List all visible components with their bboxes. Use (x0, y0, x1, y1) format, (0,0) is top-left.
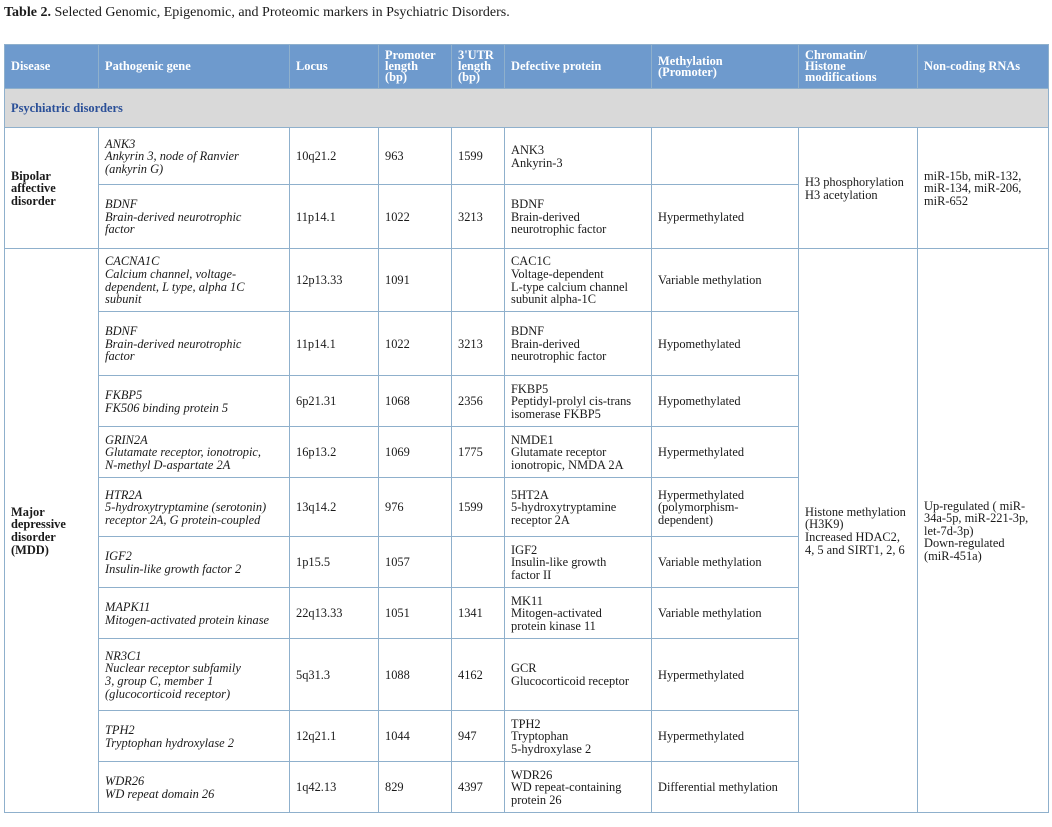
disease-cell: Major depressive disorder (MDD) (5, 249, 99, 813)
promoter-length-cell: 1068 (379, 376, 452, 427)
protein-cell: FKBP5 Peptidyl-prolyl cis-trans isomerase FKBP5 (505, 376, 652, 427)
section-title: Psychiatric disorders (5, 89, 1049, 128)
protein-cell: MK11 Mitogen-activated protein kinase 11 (505, 588, 652, 639)
promoter-length-cell: 1022 (379, 185, 452, 249)
utr-length-cell (452, 537, 505, 588)
caption-label: Table 2. (4, 5, 51, 20)
locus-cell: 16p13.2 (290, 427, 379, 478)
gene-cell: NR3C1 Nuclear receptor subfamily 3, group C, member 1 (glucocorticoid receptor) (99, 639, 290, 711)
methylation-cell: Variable methylation (652, 249, 799, 312)
section-row (5, 89, 1049, 128)
methylation-cell: Variable methylation (652, 588, 799, 639)
utr-length-cell: 4162 (452, 639, 505, 711)
protein-cell: BDNF Brain-derived neurotrophic factor (505, 312, 652, 376)
gene-cell: ANK3 Ankyrin 3, node of Ranvier (ankyrin G) (99, 128, 290, 185)
col-pathogenic-gene: Pathogenic gene (99, 45, 290, 89)
col-disease: Disease (5, 45, 99, 89)
col-locus: Locus (290, 45, 379, 89)
methylation-cell: Hypermethylated (652, 639, 799, 711)
gene-cell: GRIN2A Glutamate receptor, ionotropic, N-methyl D-aspartate 2A (99, 427, 290, 478)
chromatin-cell: H3 phosphorylation H3 acetylation (799, 128, 918, 249)
protein-cell: ANK3 Ankyrin-3 (505, 128, 652, 185)
promoter-length-cell: 963 (379, 128, 452, 185)
methylation-cell: Hypomethylated (652, 312, 799, 376)
promoter-length-cell: 1051 (379, 588, 452, 639)
gene-cell: WDR26 WD repeat domain 26 (99, 762, 290, 813)
header-row (5, 45, 1049, 89)
gene-cell: MAPK11 Mitogen-activated protein kinase (99, 588, 290, 639)
noncoding-rna-cell: miR-15b, miR-132, miR-134, miR-206, miR-652 (918, 128, 1049, 249)
locus-cell: 13q14.2 (290, 478, 379, 537)
locus-cell: 12q21.1 (290, 711, 379, 762)
gene-cell: FKBP5 FK506 binding protein 5 (99, 376, 290, 427)
locus-cell: 22q13.33 (290, 588, 379, 639)
methylation-cell: Variable methylation (652, 537, 799, 588)
methylation-cell: Differential methylation (652, 762, 799, 813)
promoter-length-cell: 1091 (379, 249, 452, 312)
locus-cell: 1q42.13 (290, 762, 379, 813)
col-defective-protein: Defective protein (505, 45, 652, 89)
promoter-length-cell: 976 (379, 478, 452, 537)
col-chromatin: Chromatin/ Histone modifications (799, 45, 918, 89)
table-row (5, 128, 1049, 185)
promoter-length-cell: 1022 (379, 312, 452, 376)
protein-cell: TPH2 Tryptophan 5-hydroxylase 2 (505, 711, 652, 762)
gene-cell: HTR2A 5-hydroxytryptamine (serotonin) receptor 2A, G protein-coupled (99, 478, 290, 537)
promoter-length-cell: 1088 (379, 639, 452, 711)
utr-length-cell: 1775 (452, 427, 505, 478)
locus-cell: 11p14.1 (290, 312, 379, 376)
locus-cell: 10q21.2 (290, 128, 379, 185)
utr-length-cell: 1599 (452, 478, 505, 537)
gene-cell: IGF2 Insulin-like growth factor 2 (99, 537, 290, 588)
methylation-cell (652, 128, 799, 185)
markers-table (4, 44, 1049, 813)
col-noncoding-rnas: Non-coding RNAs (918, 45, 1049, 89)
protein-cell: WDR26 WD repeat-containing protein 26 (505, 762, 652, 813)
caption-text: Selected Genomic, Epigenomic, and Proteomic markers in Psychiatric Disorders. (50, 5, 510, 20)
gene-cell: TPH2 Tryptophan hydroxylase 2 (99, 711, 290, 762)
gene-cell: BDNF Brain-derived neurotrophic factor (99, 312, 290, 376)
promoter-length-cell: 829 (379, 762, 452, 813)
utr-length-cell: 3213 (452, 185, 505, 249)
gene-cell: BDNF Brain-derived neurotrophic factor (99, 185, 290, 249)
col-methylation: Methylation (Promoter) (652, 45, 799, 89)
utr-length-cell: 1599 (452, 128, 505, 185)
utr-length-cell: 1341 (452, 588, 505, 639)
locus-cell: 6p21.31 (290, 376, 379, 427)
methylation-cell: Hypermethylated (652, 185, 799, 249)
disease-cell: Bipolar affective disorder (5, 128, 99, 249)
noncoding-rna-cell: Up-regulated ( miR- 34a-5p, miR-221-3p, let-7d-3p) Down-regulated (miR-451a) (918, 249, 1049, 813)
methylation-cell: Hypermethylated (652, 427, 799, 478)
col-promoter-length: Promoter length (bp) (379, 45, 452, 89)
utr-length-cell: 947 (452, 711, 505, 762)
promoter-length-cell: 1057 (379, 537, 452, 588)
methylation-cell: Hypermethylated (652, 711, 799, 762)
locus-cell: 11p14.1 (290, 185, 379, 249)
protein-cell: NMDE1 Glutamate receptor ionotropic, NMDA 2A (505, 427, 652, 478)
protein-cell: BDNF Brain-derived neurotrophic factor (505, 185, 652, 249)
locus-cell: 5q31.3 (290, 639, 379, 711)
promoter-length-cell: 1069 (379, 427, 452, 478)
protein-cell: CAC1C Voltage-dependent L-type calcium channel subunit alpha-1C (505, 249, 652, 312)
protein-cell: 5HT2A 5-hydroxytryptamine receptor 2A (505, 478, 652, 537)
methylation-cell: Hypermethylated (polymorphism- dependent) (652, 478, 799, 537)
locus-cell: 12p13.33 (290, 249, 379, 312)
utr-length-cell: 4397 (452, 762, 505, 813)
chromatin-cell: Histone methylation (H3K9) Increased HDAC2, 4, 5 and SIRT1, 2, 6 (799, 249, 918, 813)
gene-cell: CACNA1C Calcium channel, voltage- dependent, L type, alpha 1C subunit (99, 249, 290, 312)
col-utr-length: 3'UTR length (bp) (452, 45, 505, 89)
protein-cell: GCR Glucocorticoid receptor (505, 639, 652, 711)
utr-length-cell: 2356 (452, 376, 505, 427)
protein-cell: IGF2 Insulin-like growth factor II (505, 537, 652, 588)
promoter-length-cell: 1044 (379, 711, 452, 762)
locus-cell: 1p15.5 (290, 537, 379, 588)
table-row (5, 249, 1049, 312)
utr-length-cell (452, 249, 505, 312)
methylation-cell: Hypomethylated (652, 376, 799, 427)
utr-length-cell: 3213 (452, 312, 505, 376)
table-caption (4, 4, 510, 22)
